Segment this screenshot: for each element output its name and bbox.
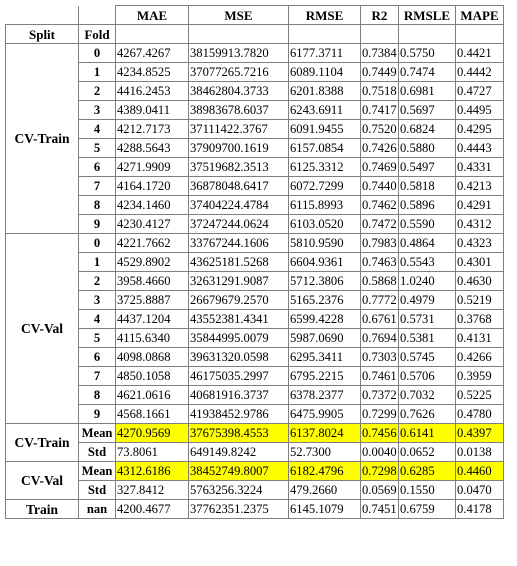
metric-cell-mae: 4221.7662 — [116, 234, 189, 253]
results-table-container — [5, 5, 504, 519]
column-header-mse: MSE — [189, 6, 289, 25]
fold-label-cell: Std — [79, 481, 116, 500]
metric-cell-rmsle: 0.6759 — [399, 500, 456, 519]
metric-cell-mse: 38983678.6037 — [189, 101, 289, 120]
fold-label-cell: 2 — [79, 272, 116, 291]
table-row — [6, 424, 504, 443]
fold-label-cell: 7 — [79, 367, 116, 386]
metric-cell-mae: 4270.9569 — [116, 424, 189, 443]
metric-cell-rmse: 6125.3312 — [289, 158, 361, 177]
fold-label-cell: 9 — [79, 405, 116, 424]
metric-cell-mape: 0.4442 — [456, 63, 504, 82]
metric-cell-rmsle: 0.7474 — [399, 63, 456, 82]
split-label-cell: CV-Val — [6, 462, 79, 500]
metric-cell-mae: 4212.7173 — [116, 120, 189, 139]
metric-cell-r2: 0.7426 — [361, 139, 399, 158]
table-row — [6, 63, 504, 82]
metric-cell-rmse: 6091.9455 — [289, 120, 361, 139]
metric-cell-mae: 4850.1058 — [116, 367, 189, 386]
fold-label-cell: 7 — [79, 177, 116, 196]
metric-cell-mae: 4200.4677 — [116, 500, 189, 519]
cv-metrics-table — [5, 5, 504, 519]
metric-cell-mse: 37247244.0624 — [189, 215, 289, 234]
metric-cell-mape: 0.4312 — [456, 215, 504, 234]
table-row — [6, 481, 504, 500]
index-header-empty — [116, 25, 189, 44]
metric-cell-rmsle: 0.5750 — [399, 44, 456, 63]
metric-cell-mae: 4234.8525 — [116, 63, 189, 82]
metric-cell-mape: 0.4266 — [456, 348, 504, 367]
metric-cell-r2: 0.0569 — [361, 481, 399, 500]
metric-cell-mse: 37762351.2375 — [189, 500, 289, 519]
metric-cell-mape: 0.4421 — [456, 44, 504, 63]
metric-cell-mape: 0.3959 — [456, 367, 504, 386]
fold-label-cell: 3 — [79, 101, 116, 120]
table-row — [6, 215, 504, 234]
fold-label-cell: 4 — [79, 120, 116, 139]
metric-cell-rmsle: 0.5543 — [399, 253, 456, 272]
metric-cell-rmsle: 0.5731 — [399, 310, 456, 329]
metric-cell-rmse: 6182.4796 — [289, 462, 361, 481]
metric-cell-rmsle: 0.5880 — [399, 139, 456, 158]
metric-cell-mae: 4234.1460 — [116, 196, 189, 215]
table-row — [6, 291, 504, 310]
metric-cell-r2: 0.7456 — [361, 424, 399, 443]
metric-cell-rmsle: 0.0652 — [399, 443, 456, 462]
fold-label-cell: 2 — [79, 82, 116, 101]
metric-cell-r2: 0.7472 — [361, 215, 399, 234]
metric-cell-rmsle: 0.1550 — [399, 481, 456, 500]
metric-cell-mse: 38462804.3733 — [189, 82, 289, 101]
metric-cell-mse: 37519682.3513 — [189, 158, 289, 177]
fold-label-cell: 5 — [79, 139, 116, 158]
metric-cell-mse: 40681916.3737 — [189, 386, 289, 405]
metric-cell-mae: 327.8412 — [116, 481, 189, 500]
fold-label-cell: 0 — [79, 234, 116, 253]
metric-cell-mape: 0.4495 — [456, 101, 504, 120]
metric-cell-mae: 4267.4267 — [116, 44, 189, 63]
metric-cell-r2: 0.7462 — [361, 196, 399, 215]
table-row — [6, 120, 504, 139]
column-header-mape: MAPE — [456, 6, 504, 25]
metric-cell-rmse: 5987.0690 — [289, 329, 361, 348]
index-header-empty — [456, 25, 504, 44]
table-row — [6, 462, 504, 481]
table-row — [6, 272, 504, 291]
metric-cell-rmse: 6795.2215 — [289, 367, 361, 386]
metric-cell-rmsle: 0.5896 — [399, 196, 456, 215]
metric-cell-r2: 0.7384 — [361, 44, 399, 63]
metric-cell-rmse: 6103.0520 — [289, 215, 361, 234]
metric-cell-mse: 37675398.4553 — [189, 424, 289, 443]
metric-cell-r2: 0.7298 — [361, 462, 399, 481]
fold-label-cell: 1 — [79, 63, 116, 82]
metric-cell-r2: 0.7463 — [361, 253, 399, 272]
metric-cell-mae: 4437.1204 — [116, 310, 189, 329]
table-row — [6, 367, 504, 386]
metric-cell-r2: 0.7518 — [361, 82, 399, 101]
metric-cell-rmsle: 0.4979 — [399, 291, 456, 310]
fold-label-cell: 8 — [79, 196, 116, 215]
metric-cell-rmse: 5810.9590 — [289, 234, 361, 253]
metric-cell-mse: 35844995.0079 — [189, 329, 289, 348]
metric-cell-rmsle: 0.5381 — [399, 329, 456, 348]
metric-cell-r2: 0.7372 — [361, 386, 399, 405]
index-header-empty — [289, 25, 361, 44]
metric-cell-mae: 4389.0411 — [116, 101, 189, 120]
metric-cell-r2: 0.7303 — [361, 348, 399, 367]
table-row — [6, 405, 504, 424]
metric-cell-rmsle: 0.5590 — [399, 215, 456, 234]
metric-cell-rmse: 6145.1079 — [289, 500, 361, 519]
index-header-fold: Fold — [79, 25, 116, 44]
metric-cell-mape: 0.4323 — [456, 234, 504, 253]
metric-cell-mae: 4529.8902 — [116, 253, 189, 272]
header-blank-cell — [79, 6, 116, 25]
metric-cell-mse: 38452749.8007 — [189, 462, 289, 481]
table-row — [6, 44, 504, 63]
metric-cell-rmse: 6072.7299 — [289, 177, 361, 196]
metric-cell-mse: 5763256.3224 — [189, 481, 289, 500]
fold-label-cell: 0 — [79, 44, 116, 63]
split-label-cell: CV-Train — [6, 44, 79, 234]
table-row — [6, 139, 504, 158]
metric-cell-r2: 0.7520 — [361, 120, 399, 139]
metric-cell-mse: 649149.8242 — [189, 443, 289, 462]
fold-label-cell: Mean — [79, 462, 116, 481]
table-row — [6, 177, 504, 196]
metric-cell-r2: 0.7440 — [361, 177, 399, 196]
metric-cell-mape: 0.0470 — [456, 481, 504, 500]
metric-cell-rmsle: 0.6981 — [399, 82, 456, 101]
fold-label-cell: 9 — [79, 215, 116, 234]
metric-cell-r2: 0.5868 — [361, 272, 399, 291]
metric-cell-r2: 0.7983 — [361, 234, 399, 253]
metric-cell-mae: 4115.6340 — [116, 329, 189, 348]
metric-cell-rmse: 6604.9361 — [289, 253, 361, 272]
metric-cell-mae: 4288.5643 — [116, 139, 189, 158]
metric-cell-mse: 33767244.1606 — [189, 234, 289, 253]
fold-label-cell: 1 — [79, 253, 116, 272]
metric-cell-mape: 0.3768 — [456, 310, 504, 329]
metric-cell-r2: 0.7694 — [361, 329, 399, 348]
metric-cell-mse: 39631320.0598 — [189, 348, 289, 367]
metric-cell-mse: 41938452.9786 — [189, 405, 289, 424]
metric-cell-rmse: 479.2660 — [289, 481, 361, 500]
metric-cell-rmse: 6115.8993 — [289, 196, 361, 215]
fold-label-cell: 6 — [79, 158, 116, 177]
split-label-cell: CV-Val — [6, 234, 79, 424]
metric-cell-rmse: 6378.2377 — [289, 386, 361, 405]
table-row — [6, 82, 504, 101]
metric-cell-mse: 37404224.4784 — [189, 196, 289, 215]
metric-cell-mae: 3958.4660 — [116, 272, 189, 291]
split-label-cell: CV-Train — [6, 424, 79, 462]
metric-cell-mse: 46175035.2997 — [189, 367, 289, 386]
table-body — [6, 44, 504, 519]
metric-cell-rmse: 6089.1104 — [289, 63, 361, 82]
metric-cell-mse: 38159913.7820 — [189, 44, 289, 63]
column-header-r2: R2 — [361, 6, 399, 25]
fold-label-cell: 8 — [79, 386, 116, 405]
metric-cell-rmsle: 1.0240 — [399, 272, 456, 291]
table-row — [6, 443, 504, 462]
fold-label-cell: 6 — [79, 348, 116, 367]
metric-cell-rmse: 6599.4228 — [289, 310, 361, 329]
table-row — [6, 196, 504, 215]
index-header-empty — [189, 25, 289, 44]
metric-cell-rmse: 5712.3806 — [289, 272, 361, 291]
table-row — [6, 253, 504, 272]
fold-label-cell: 3 — [79, 291, 116, 310]
metric-cell-r2: 0.7449 — [361, 63, 399, 82]
split-label-cell: Train — [6, 500, 79, 519]
metric-cell-mae: 4568.1661 — [116, 405, 189, 424]
header-blank-cell — [6, 6, 79, 25]
metric-cell-mae: 3725.8887 — [116, 291, 189, 310]
table-row — [6, 158, 504, 177]
metric-cell-mape: 0.4295 — [456, 120, 504, 139]
metric-cell-rmsle: 0.6141 — [399, 424, 456, 443]
metric-cell-mae: 4621.0616 — [116, 386, 189, 405]
metric-cell-mape: 0.0138 — [456, 443, 504, 462]
fold-label-cell: 4 — [79, 310, 116, 329]
metric-cell-rmsle: 0.6285 — [399, 462, 456, 481]
table-row — [6, 500, 504, 519]
metric-cell-r2: 0.6761 — [361, 310, 399, 329]
metric-cell-mape: 0.5219 — [456, 291, 504, 310]
metric-cell-rmse: 6201.8388 — [289, 82, 361, 101]
metric-cell-mape: 0.4780 — [456, 405, 504, 424]
metric-cell-rmsle: 0.5706 — [399, 367, 456, 386]
fold-label-cell: 5 — [79, 329, 116, 348]
metric-cell-mape: 0.5225 — [456, 386, 504, 405]
metric-cell-mape: 0.4291 — [456, 196, 504, 215]
metric-cell-r2: 0.7772 — [361, 291, 399, 310]
metric-cell-mae: 4098.0868 — [116, 348, 189, 367]
metric-cell-rmsle: 0.7032 — [399, 386, 456, 405]
index-header-split: Split — [6, 25, 79, 44]
metric-cell-rmsle: 0.5697 — [399, 101, 456, 120]
index-header-empty — [399, 25, 456, 44]
metric-cell-rmse: 6243.6911 — [289, 101, 361, 120]
metric-cell-mse: 43625181.5268 — [189, 253, 289, 272]
metric-cell-mse: 37111422.3767 — [189, 120, 289, 139]
metric-cell-r2: 0.7299 — [361, 405, 399, 424]
index-header-row — [6, 25, 504, 44]
metric-cell-mae: 4271.9909 — [116, 158, 189, 177]
metric-cell-mse: 26679679.2570 — [189, 291, 289, 310]
metric-cell-rmse: 6137.8024 — [289, 424, 361, 443]
index-header-empty — [361, 25, 399, 44]
metric-cell-r2: 0.7469 — [361, 158, 399, 177]
metric-header-row — [6, 6, 504, 25]
metric-cell-rmse: 5165.2376 — [289, 291, 361, 310]
column-header-rmse: RMSE — [289, 6, 361, 25]
metric-cell-mape: 0.4131 — [456, 329, 504, 348]
metric-cell-mse: 43552381.4341 — [189, 310, 289, 329]
fold-label-cell: nan — [79, 500, 116, 519]
column-header-mae: MAE — [116, 6, 189, 25]
metric-cell-mse: 32631291.9087 — [189, 272, 289, 291]
metric-cell-mae: 4312.6186 — [116, 462, 189, 481]
metric-cell-rmsle: 0.7626 — [399, 405, 456, 424]
metric-cell-mse: 36878048.6417 — [189, 177, 289, 196]
metric-cell-rmsle: 0.5745 — [399, 348, 456, 367]
table-row — [6, 386, 504, 405]
metric-cell-mae: 4164.1720 — [116, 177, 189, 196]
table-row — [6, 348, 504, 367]
metric-cell-rmse: 6177.3711 — [289, 44, 361, 63]
metric-cell-r2: 0.0040 — [361, 443, 399, 462]
metric-cell-mape: 0.4213 — [456, 177, 504, 196]
metric-cell-mse: 37077265.7216 — [189, 63, 289, 82]
metric-cell-mape: 0.4460 — [456, 462, 504, 481]
metric-cell-mse: 37909700.1619 — [189, 139, 289, 158]
metric-cell-rmse: 6295.3411 — [289, 348, 361, 367]
column-header-rmsle: RMSLE — [399, 6, 456, 25]
metric-cell-rmsle: 0.5818 — [399, 177, 456, 196]
fold-label-cell: Mean — [79, 424, 116, 443]
metric-cell-rmse: 52.7300 — [289, 443, 361, 462]
metric-cell-rmsle: 0.5497 — [399, 158, 456, 177]
table-row — [6, 234, 504, 253]
metric-cell-rmse: 6157.0854 — [289, 139, 361, 158]
metric-cell-rmse: 6475.9905 — [289, 405, 361, 424]
metric-cell-rmsle: 0.6824 — [399, 120, 456, 139]
table-row — [6, 101, 504, 120]
metric-cell-mae: 73.8061 — [116, 443, 189, 462]
metric-cell-r2: 0.7417 — [361, 101, 399, 120]
fold-label-cell: Std — [79, 443, 116, 462]
metric-cell-r2: 0.7451 — [361, 500, 399, 519]
metric-cell-r2: 0.7461 — [361, 367, 399, 386]
metric-cell-mape: 0.4301 — [456, 253, 504, 272]
table-row — [6, 329, 504, 348]
metric-cell-mape: 0.4727 — [456, 82, 504, 101]
metric-cell-mape: 0.4178 — [456, 500, 504, 519]
metric-cell-mae: 4230.4127 — [116, 215, 189, 234]
metric-cell-mape: 0.4331 — [456, 158, 504, 177]
metric-cell-mae: 4416.2453 — [116, 82, 189, 101]
metric-cell-rmsle: 0.4864 — [399, 234, 456, 253]
metric-cell-mape: 0.4630 — [456, 272, 504, 291]
metric-cell-mape: 0.4443 — [456, 139, 504, 158]
table-row — [6, 310, 504, 329]
metric-cell-mape: 0.4397 — [456, 424, 504, 443]
